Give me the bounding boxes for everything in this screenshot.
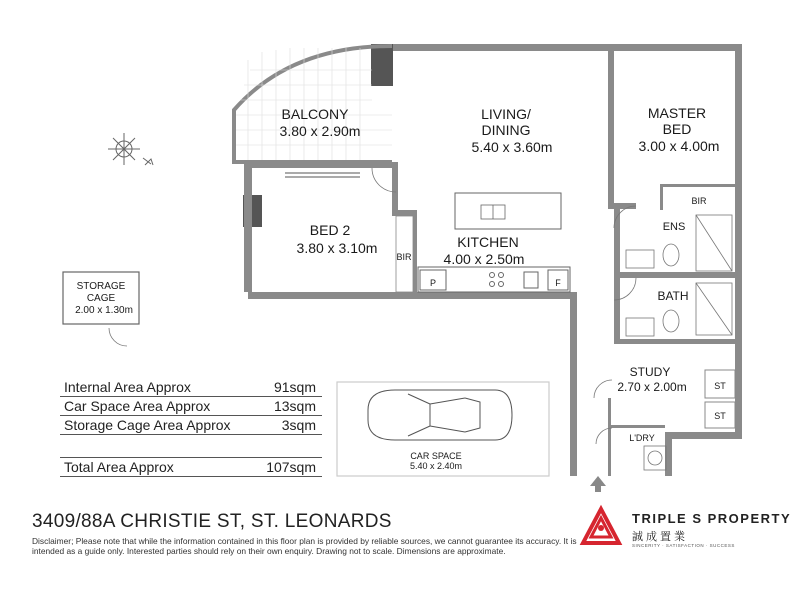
sink-icon [481,205,505,219]
area-row [60,397,322,416]
ens-label: ENS [662,221,686,233]
brand-chinese-name: 誠成置業 [632,530,688,543]
fridge-label: F [555,278,561,288]
car-icon [368,390,512,440]
master-dims: 3.00 x 4.00m [638,138,720,154]
kitchen-dims: 4.00 x 2.50m [443,251,525,267]
laundry-fixture [644,446,666,470]
bed2-label: BED 2 [309,222,351,238]
kitchen-label: KITCHEN [457,234,519,250]
area-value: 3sqm [281,417,316,433]
entry-arrow-icon [590,476,606,486]
storage-dims: 2.00 x 1.30m [75,305,133,316]
bir-master-label: BIR [691,196,707,206]
study-dims: 2.70 x 2.00m [617,380,687,394]
balcony-rail [234,46,392,162]
sliding-door-icon [285,173,360,177]
area-value: 13sqm [273,398,316,414]
compass-icon [108,133,153,165]
bed2-dims: 3.80 x 3.10m [296,240,378,256]
car-dims: 5.40 x 2.40m [409,461,463,471]
ldry-label: L'DRY [629,433,655,443]
storage-label-1: STORAGE [76,281,126,292]
kitchen-bench [418,267,570,292]
master-label-1: MASTER [647,105,707,121]
bath-label: BATH [657,289,689,303]
bir-bed2-label: BIR [396,252,412,262]
property-address: 3409/88A CHRISTIE ST, ST. LEONARDS [32,511,392,532]
area-row [60,416,322,435]
area-row [60,378,322,397]
brand-tagline: SINCERITY · SATISFACTION · SUCCESS [632,543,735,548]
st2-label: ST [714,411,726,421]
pantry-label: P [429,278,437,288]
total-area-row [60,457,322,477]
st1-label: ST [714,381,726,391]
study-label: STUDY [629,365,671,379]
balcony-label: BALCONY [281,106,349,122]
area-label: Storage Cage Area Approx [64,417,231,433]
kitchen-island [455,193,561,229]
area-summary [60,378,322,477]
living-label-2: DINING [481,122,531,138]
area-label: Internal Area Approx [64,379,191,395]
car-label: CAR SPACE [410,451,462,461]
living-label-1: LIVING/ [481,106,531,122]
total-area-value: 107sqm [266,459,316,475]
balcony-tiles [236,48,392,160]
area-value: 91sqm [273,379,316,395]
storage-label-2: CAGE [86,293,116,304]
disclaimer-text: Disclaimer; Please note that while the information contained in this floor plan is provided by reliable sources, we cannot guarantee its accuracy. It is intended as a guide only. Interested parties should rely on their own enquiry. Drawing not to scale. Dimensions are approximate. [32,536,577,556]
brand-name: TRIPLE S PROPERTY [632,511,792,526]
total-area-label: Total Area Approx [64,459,174,475]
living-dims: 5.40 x 3.60m [471,139,553,155]
master-label-2: BED [662,121,692,137]
balcony-dims: 3.80 x 2.90m [279,123,361,139]
area-label: Car Space Area Approx [64,398,211,414]
